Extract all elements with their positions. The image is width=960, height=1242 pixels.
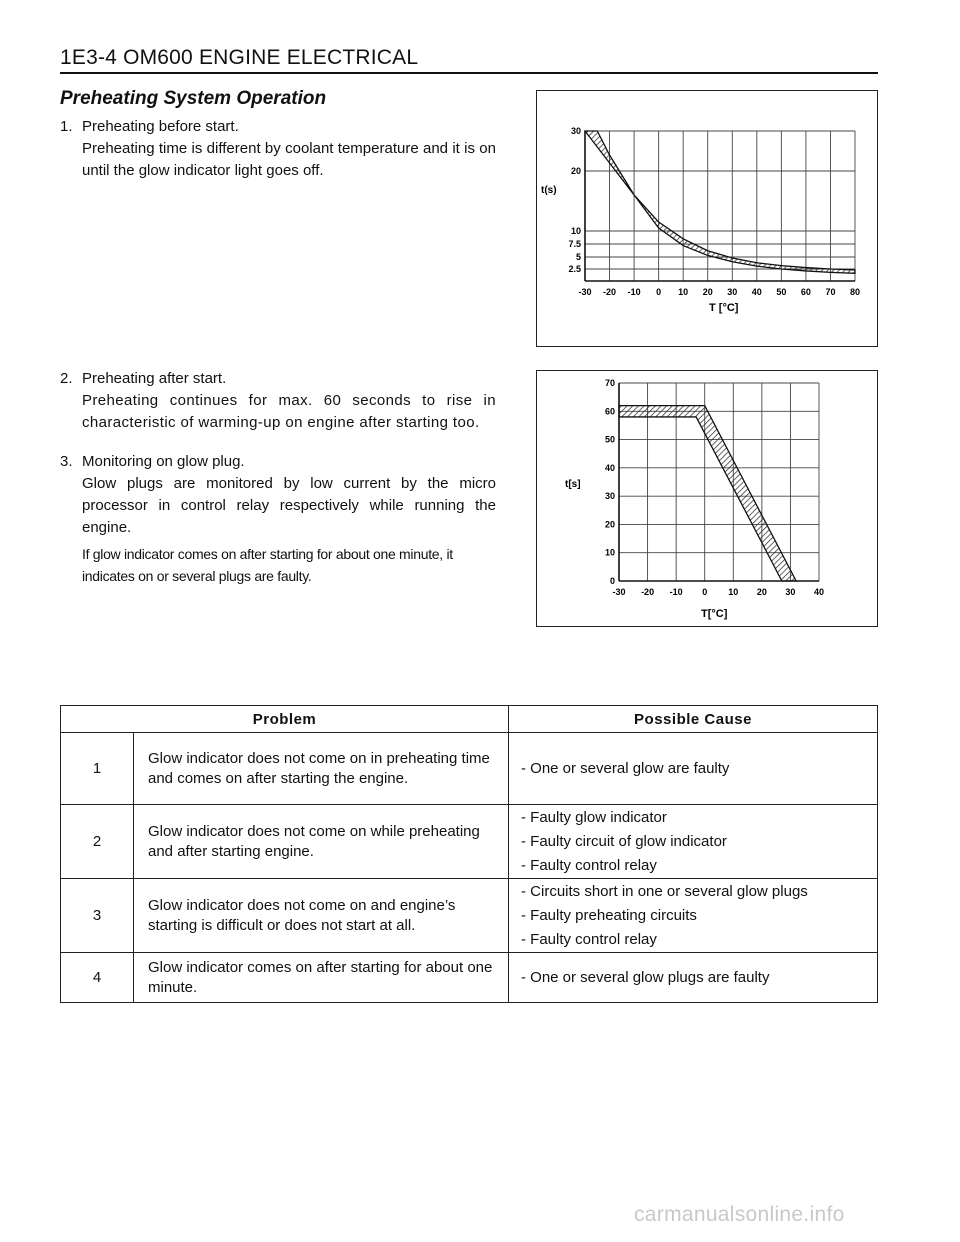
page-header: 1E3-4 OM600 ENGINE ELECTRICAL	[60, 46, 419, 69]
figure-preheat-after-start	[536, 370, 878, 627]
y-tick-label: 0	[609, 576, 615, 586]
y-tick-label: 40	[604, 462, 615, 473]
x-tick-label: 60	[800, 287, 811, 297]
column-header-cause: Possible Cause	[509, 706, 878, 733]
table-row	[61, 805, 878, 879]
x-tick-label: 10	[728, 587, 739, 597]
cause-item: - Circuits short in one or several glow plugs	[521, 882, 808, 900]
x-tick-label: -30	[578, 287, 592, 297]
cause-item: - Faulty circuit of glow indicator	[521, 832, 727, 850]
watermark: carmanualsonline.info	[634, 1203, 845, 1226]
x-tick-label: -30	[612, 587, 626, 597]
problem-cell: Glow indicator does not come on in preheating time and comes on after starting the engine.	[134, 733, 509, 805]
x-tick-label: -10	[627, 287, 641, 297]
row-number: 1	[61, 733, 134, 805]
y-axis-label: t[s]	[565, 479, 581, 490]
y-axis-label: t(s)	[541, 185, 557, 196]
cause-cell	[509, 805, 878, 879]
chart-postheat-time-vs-temp	[537, 371, 877, 626]
x-tick-label: 20	[702, 287, 713, 297]
item-heading: Preheating before start.	[82, 118, 239, 135]
problem-cell: Glow indicator does not come on and engine’s starting is difficult or does not start at all.	[134, 879, 509, 953]
data-band	[619, 406, 796, 581]
x-tick-label: 10	[678, 287, 689, 297]
x-tick-label: 0	[702, 587, 708, 597]
item-1	[60, 116, 496, 182]
problem-cell: Glow indicator comes on after starting for about one minute.	[134, 953, 509, 1003]
y-tick-label: 30	[604, 491, 615, 502]
header-rule	[60, 72, 878, 74]
y-tick-label: 20	[570, 166, 581, 176]
cause-cell	[509, 733, 878, 805]
y-tick-label: 70	[604, 378, 615, 388]
x-axis-label: T [°C]	[709, 302, 739, 314]
y-tick-label: 20	[604, 519, 615, 530]
row-number: 3	[61, 879, 134, 953]
x-tick-label: 20	[756, 587, 767, 597]
data-band	[585, 131, 855, 273]
cause-item: - Faulty preheating circuits	[521, 906, 697, 924]
y-tick-label: 2.5	[568, 264, 581, 274]
problem-cell: Glow indicator does not come on while preheating and after starting engine.	[134, 805, 509, 879]
x-axis-label: T[°C]	[701, 608, 728, 620]
item-body: Preheating time is different by coolant temperature and it is on until the glow indicator light goes off.	[82, 140, 496, 179]
item-number: 2.	[60, 370, 73, 387]
item-heading: Preheating after start.	[82, 370, 227, 387]
y-tick-label: 50	[604, 434, 615, 445]
table-row	[61, 953, 878, 1003]
x-tick-label: 30	[785, 587, 796, 597]
row-number: 4	[61, 953, 134, 1003]
x-tick-label: 80	[849, 287, 861, 297]
x-tick-label: 0	[656, 287, 662, 297]
table-row	[61, 733, 878, 805]
y-tick-label: 7.5	[568, 239, 581, 249]
x-tick-label: -20	[603, 287, 617, 297]
cause-item: - Faulty control relay	[521, 930, 657, 948]
x-tick-label: 40	[751, 287, 762, 297]
y-tick-label: 10	[570, 226, 581, 236]
x-tick-label: 70	[825, 287, 836, 297]
cause-item: - Faulty control relay	[521, 856, 657, 874]
cause-item: - One or several glow plugs are faulty	[521, 968, 770, 986]
item-number: 1.	[60, 118, 73, 135]
figure-preheat-before-start	[536, 90, 878, 347]
item-2	[60, 368, 496, 434]
column-header-problem: Problem	[61, 706, 509, 733]
item-heading: Monitoring on glow plug.	[82, 453, 245, 470]
cause-item: - Faulty glow indicator	[521, 808, 667, 826]
troubleshooting-table	[60, 705, 878, 1003]
section-title: Preheating System Operation	[60, 88, 327, 109]
y-tick-label: 10	[604, 547, 615, 558]
item-number: 3.	[60, 453, 73, 470]
x-tick-label: 40	[813, 587, 825, 597]
y-tick-label: 60	[604, 406, 615, 417]
row-number: 2	[61, 805, 134, 879]
item-3	[60, 451, 496, 587]
item-body: Preheating continues for max. 60 seconds to rise in characteristic of warming-up on engine after starting too.	[82, 392, 496, 431]
table-row	[61, 879, 878, 953]
cause-cell	[509, 953, 878, 1003]
x-tick-label: -10	[669, 587, 683, 597]
cause-cell	[509, 879, 878, 953]
x-tick-label: 50	[776, 287, 787, 297]
x-tick-label: -20	[641, 587, 655, 597]
cause-item: - One or several glow are faulty	[521, 759, 730, 777]
x-tick-label: 30	[727, 287, 738, 297]
y-tick-label: 5	[575, 252, 581, 262]
item-note: If glow indicator comes on after starting for about one minute, it indicates on or several plugs are faulty.	[82, 546, 453, 584]
item-body: Glow plugs are monitored by low current by the micro processor in control relay respectively while running the engine.	[82, 475, 496, 536]
chart-preheat-time-vs-temp	[537, 91, 877, 346]
y-tick-label: 30	[570, 126, 581, 136]
